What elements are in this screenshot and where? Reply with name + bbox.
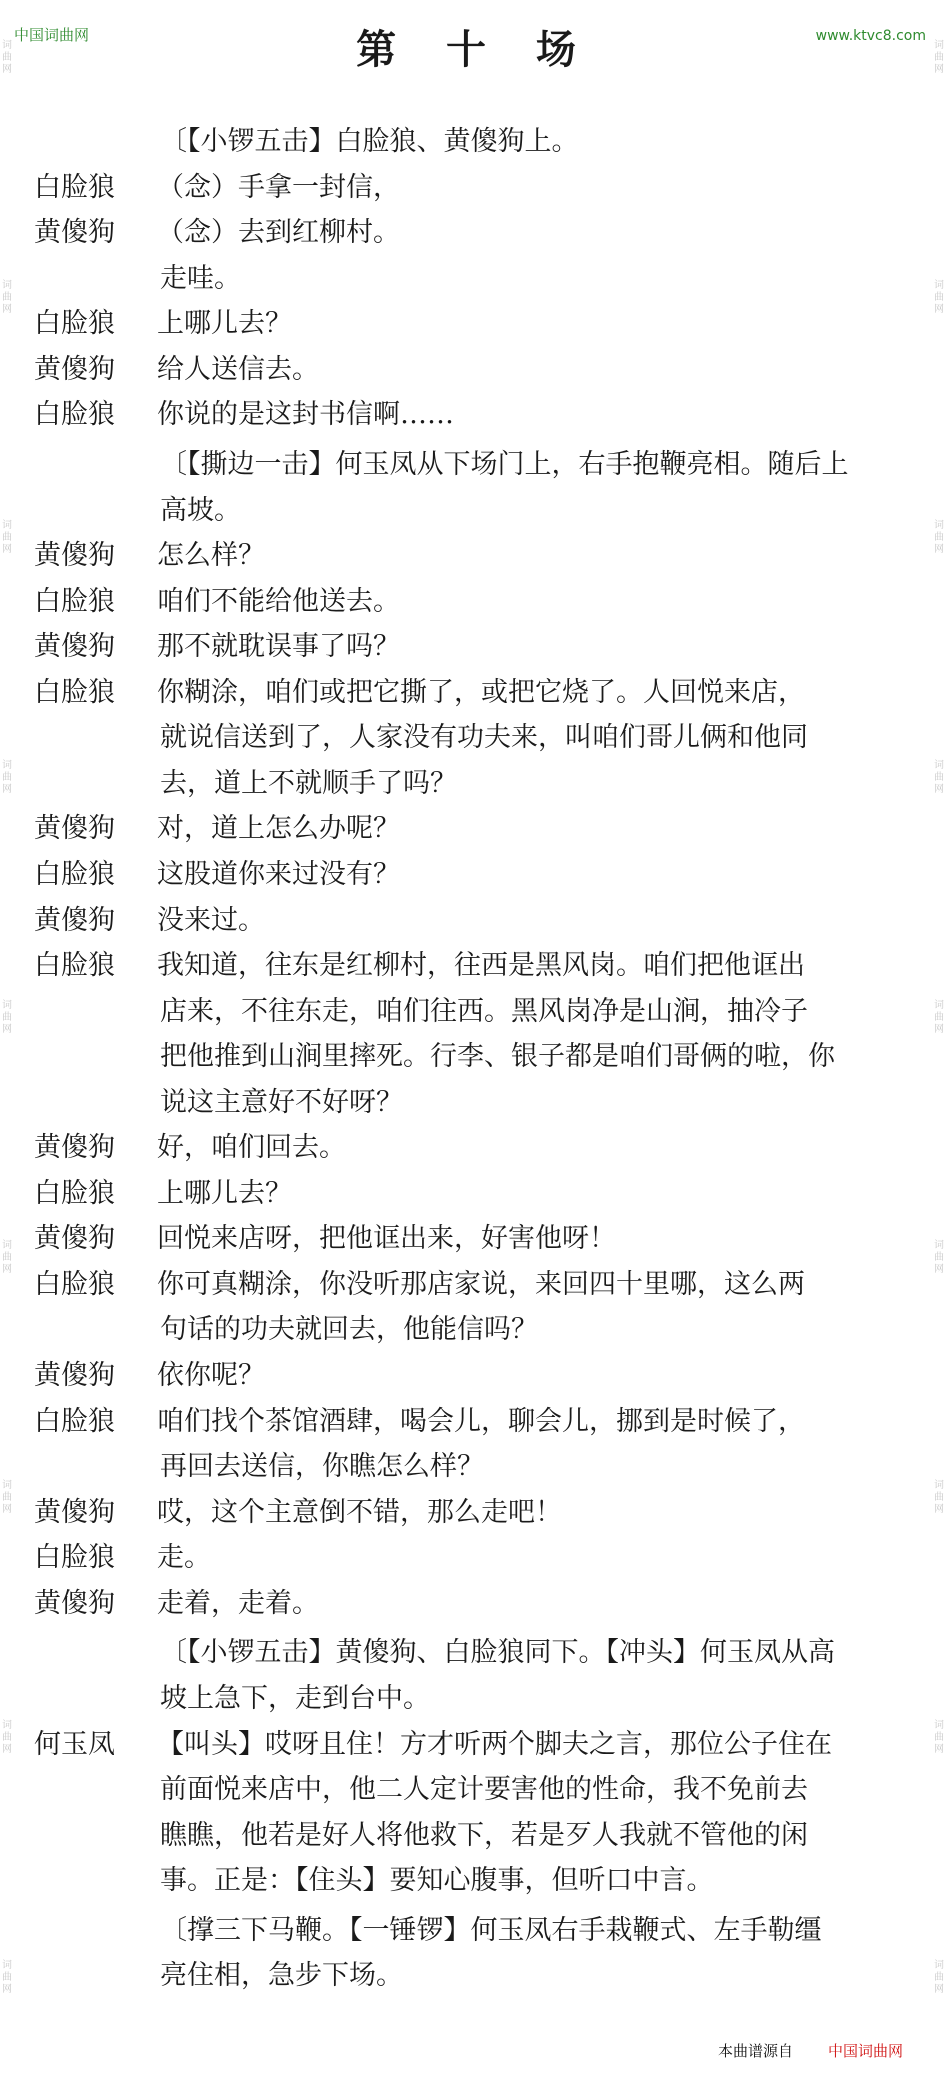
dialog-text: 店来，不往东走，咱们往西。黑风岗净是山涧，抽冷子 — [160, 996, 808, 1027]
side-watermark: 词曲网 — [2, 280, 12, 315]
speaker-name: 白脸狼 — [34, 308, 115, 339]
dialog-text: 把他推到山涧里摔死。行李、银子都是咱们哥俩的啦，你 — [160, 1041, 835, 1072]
side-watermark: 词曲网 — [2, 1960, 12, 1995]
dialog-text: 上哪儿去？ — [157, 308, 292, 339]
speaker-name: 黄傻狗 — [34, 1360, 115, 1391]
dialog-text: 走着，走着。 — [157, 1588, 319, 1619]
dialog-text: 没来过。 — [157, 905, 265, 936]
page-title: 第 十 场 — [356, 26, 594, 73]
speaker-name: 白脸狼 — [34, 399, 115, 430]
dialog-text: 依你呢？ — [157, 1360, 265, 1391]
dialog-text: 好，咱们回去。 — [157, 1132, 346, 1163]
dialog-text: 句话的功夫就回去，他能信吗？ — [160, 1314, 538, 1345]
site-logo-left[interactable]: 中国词曲网 — [14, 26, 90, 44]
side-watermark: 词曲网 — [934, 1000, 944, 1035]
dialog-text: 回悦来店呀，把他诓出来，好害他呀！ — [157, 1223, 616, 1254]
dialog-text: 瞧瞧，他若是好人将他救下，若是歹人我就不管他的闲 — [160, 1820, 808, 1851]
site-url-right[interactable]: www.ktvc8.com — [815, 28, 926, 44]
side-watermark: 词曲网 — [934, 1480, 944, 1515]
dialog-text: 走哇。 — [160, 263, 241, 294]
dialog-text: 对，道上怎么办呢？ — [157, 813, 400, 844]
dialog-text: 高坡。 — [160, 495, 241, 526]
speaker-name: 白脸狼 — [34, 859, 115, 890]
dialog-text: （念）手拿一封信， — [157, 172, 400, 203]
side-watermark: 词曲网 — [934, 280, 944, 315]
stage-direction: 〔撑三下马鞭。【一锤锣】何玉凤右手栽鞭式、左手勒缰 — [160, 1915, 822, 1946]
dialog-text: 前面悦来店中，他二人定计要害他的性命，我不免前去 — [160, 1774, 808, 1805]
dialog-text: 再回去送信，你瞧怎么样？ — [160, 1451, 484, 1482]
dialog-text: 就说信送到了，人家没有功夫来，叫咱们哥儿俩和他同 — [160, 722, 808, 753]
stage-direction: 〔【小锣五击】黄傻狗、白脸狼同下。【冲头】何玉凤从高 — [160, 1637, 835, 1668]
side-watermark: 词曲网 — [2, 520, 12, 555]
dialog-text: 坡上急下，走到台中。 — [160, 1683, 430, 1714]
speaker-name: 白脸狼 — [34, 677, 115, 708]
dialog-text: 说这主意好不好呀？ — [160, 1087, 403, 1118]
speaker-name: 白脸狼 — [34, 586, 115, 617]
speaker-name: 何玉凤 — [34, 1729, 115, 1760]
side-watermark: 词曲网 — [2, 1480, 12, 1515]
speaker-name: 黄傻狗 — [34, 1588, 115, 1619]
speaker-name: 白脸狼 — [34, 950, 115, 981]
side-watermark: 词曲网 — [2, 1240, 12, 1275]
side-watermark: 词曲网 — [2, 1000, 12, 1035]
footer-source-label: 本曲谱源自 — [718, 2042, 794, 2060]
dialog-text: 哎，这个主意倒不错，那么走吧！ — [157, 1497, 562, 1528]
dialog-text: 亮住相，急步下场。 — [160, 1960, 403, 1991]
side-watermark: 词曲网 — [934, 520, 944, 555]
speaker-name: 黄傻狗 — [34, 905, 115, 936]
side-watermark: 词曲网 — [2, 40, 12, 75]
dialog-text: 事。正是：【住头】要知心腹事，但听口中言。 — [160, 1865, 714, 1896]
dialog-text: 【叫头】哎呀且住！方才听两个脚夫之言，那位公子住在 — [157, 1729, 832, 1760]
speaker-name: 白脸狼 — [34, 1269, 115, 1300]
dialog-text: 上哪儿去？ — [157, 1178, 292, 1209]
dialog-text: 走。 — [157, 1542, 211, 1573]
dialog-text: 咱们找个茶馆酒肆，喝会儿，聊会儿，挪到是时候了， — [157, 1406, 805, 1437]
dialog-text: 怎么样？ — [157, 540, 265, 571]
dialog-text: 你糊涂，咱们或把它撕了，或把它烧了。人回悦来店， — [157, 677, 805, 708]
speaker-name: 黄傻狗 — [34, 631, 115, 662]
side-watermark: 词曲网 — [934, 40, 944, 75]
speaker-name: 黄傻狗 — [34, 1223, 115, 1254]
stage-direction: 〔【小锣五击】白脸狼、黄傻狗上。 — [160, 126, 579, 157]
speaker-name: 黄傻狗 — [34, 1132, 115, 1163]
dialog-text: 这股道你来过没有？ — [157, 859, 400, 890]
dialog-text: 你说的是这封书信啊…… — [157, 399, 454, 430]
speaker-name: 黄傻狗 — [34, 540, 115, 571]
dialog-text: 你可真糊涂，你没听那店家说，来回四十里哪，这么两 — [157, 1269, 805, 1300]
side-watermark: 词曲网 — [2, 1720, 12, 1755]
speaker-name: 黄傻狗 — [34, 1497, 115, 1528]
dialog-text: 给人送信去。 — [157, 354, 319, 385]
side-watermark: 词曲网 — [934, 1240, 944, 1275]
dialog-text: 那不就耽误事了吗？ — [157, 631, 400, 662]
speaker-name: 黄傻狗 — [34, 354, 115, 385]
speaker-name: 黄傻狗 — [34, 813, 115, 844]
speaker-name: 白脸狼 — [34, 1542, 115, 1573]
dialog-text: 去，道上不就顺手了吗？ — [160, 768, 457, 799]
speaker-name: 白脸狼 — [34, 172, 115, 203]
dialog-text: （念）去到红柳村。 — [157, 217, 400, 248]
footer-site-name[interactable]: 中国词曲网 — [828, 2042, 904, 2060]
dialog-text: 咱们不能给他送去。 — [157, 586, 400, 617]
speaker-name: 黄傻狗 — [34, 217, 115, 248]
speaker-name: 白脸狼 — [34, 1178, 115, 1209]
side-watermark: 词曲网 — [934, 1720, 944, 1755]
side-watermark: 词曲网 — [934, 760, 944, 795]
side-watermark: 词曲网 — [2, 760, 12, 795]
speaker-name: 白脸狼 — [34, 1406, 115, 1437]
stage-direction: 〔【撕边一击】何玉凤从下场门上，右手抱鞭亮相。随后上 — [160, 449, 849, 480]
dialog-text: 我知道，往东是红柳村，往西是黑风岗。咱们把他诓出 — [157, 950, 805, 981]
side-watermark: 词曲网 — [934, 1960, 944, 1995]
